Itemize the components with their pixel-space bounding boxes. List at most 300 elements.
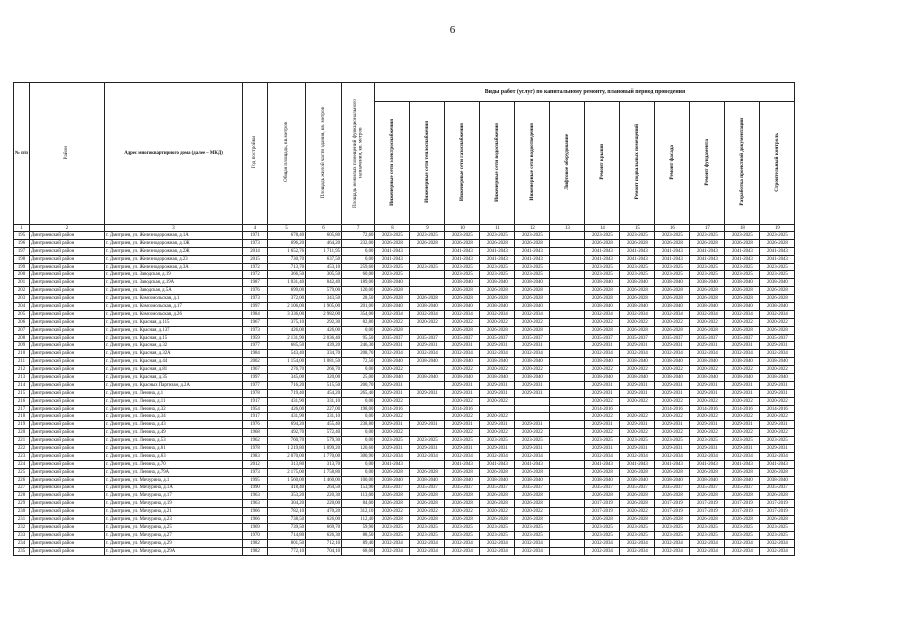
cell-col-construction-control: 2023-2025 xyxy=(760,271,795,279)
cell-col-living-area: 266,70 xyxy=(306,366,342,374)
cell-col-nonliving-area: 246,30 xyxy=(342,342,375,350)
header-work-types-group: Виды работ (услуг) по капитальному ремонту, плановый период проведения xyxy=(375,83,795,102)
cell-col-roof: 2026-2028 xyxy=(585,468,620,476)
cell-col-electric: 2032-2034 xyxy=(375,547,410,555)
cell-col-facade: 2035-2037 xyxy=(655,484,690,492)
cell-col-number: 229 xyxy=(14,500,30,508)
cell-col-gas: 2041-2043 xyxy=(445,255,480,263)
cell-col-elevator xyxy=(550,405,585,413)
cell-col-design-docs: 2038-2040 xyxy=(725,374,760,382)
cell-col-heating: 2035-2037 xyxy=(410,484,445,492)
cell-col-foundation: 2023-2025 xyxy=(690,437,725,445)
cell-col-heating xyxy=(410,247,445,255)
cell-col-elevator xyxy=(550,523,585,531)
cell-col-foundation: 2017-2019 xyxy=(690,500,725,508)
cell-col-roof: 2020-2022 xyxy=(585,413,620,421)
header-col-basement xyxy=(620,102,655,225)
cell-col-year: 1990 xyxy=(243,484,268,492)
cell-col-water: 2020-2022 xyxy=(480,318,515,326)
cell-col-gas: 2038-2040 xyxy=(445,358,480,366)
cell-col-district: Дмитриевский район xyxy=(30,547,105,555)
cell-col-roof: 2026-2028 xyxy=(585,295,620,303)
cell-col-water: 2023-2025 xyxy=(480,271,515,279)
cell-col-total-area: 1 652,76 xyxy=(268,247,306,255)
cell-col-gas: 2029-2031 xyxy=(445,342,480,350)
cell-col-year: 1982 xyxy=(243,539,268,547)
cell-col-construction-control: 2026-2028 xyxy=(760,326,795,334)
cell-col-electric: 2032-2034 xyxy=(375,539,410,547)
cell-col-heating: 2020-2022 xyxy=(410,318,445,326)
cell-col-water: 2032-2034 xyxy=(480,547,515,555)
cell-col-gas: 2020-2022 xyxy=(445,413,480,421)
cell-col-roof: 2029-2031 xyxy=(585,421,620,429)
cell-col-living-area: 579,00 xyxy=(306,287,342,295)
cell-col-design-docs: 2026-2028 xyxy=(725,516,760,524)
table-row xyxy=(14,492,795,500)
column-number: 17 xyxy=(690,225,725,232)
cell-col-design-docs: 2017-2019 xyxy=(725,500,760,508)
cell-col-number: 201 xyxy=(14,279,30,287)
cell-col-gas: 2020-2022 xyxy=(445,397,480,405)
cell-col-facade: 2032-2034 xyxy=(655,452,690,460)
header-label: Ремонт подвальных помещений xyxy=(633,124,640,200)
cell-col-facade: 2023-2025 xyxy=(655,232,690,240)
cell-col-construction-control: 2038-2040 xyxy=(760,279,795,287)
table-row xyxy=(14,452,795,460)
cell-col-water: 2029-2031 xyxy=(480,445,515,453)
column-number: 7 xyxy=(342,225,375,232)
cell-col-sewer: 2035-2037 xyxy=(515,484,550,492)
cell-col-foundation: 2017-2019 xyxy=(690,508,725,516)
cell-col-electric: 2035-2037 xyxy=(375,334,410,342)
table-row xyxy=(14,460,795,468)
cell-col-number: 200 xyxy=(14,271,30,279)
cell-col-nonliving-area: 189,00 xyxy=(342,279,375,287)
cell-col-year: 1995 xyxy=(243,476,268,484)
cell-col-address: г. Дмитриев, ул. Ленина, д.11 xyxy=(105,397,243,405)
cell-col-year: 1976 xyxy=(243,287,268,295)
cell-col-total-area: 714,80 xyxy=(268,531,306,539)
cell-col-roof: 2017-2019 xyxy=(585,508,620,516)
cell-col-design-docs: 2029-2031 xyxy=(725,389,760,397)
cell-col-construction-control: 2017-2019 xyxy=(760,500,795,508)
cell-col-construction-control: 2032-2034 xyxy=(760,547,795,555)
cell-col-living-area: 1 711,95 xyxy=(306,247,342,255)
cell-col-year: 1971 xyxy=(243,232,268,240)
cell-col-number: 227 xyxy=(14,484,30,492)
table-row xyxy=(14,500,795,508)
table-row xyxy=(14,279,795,287)
cell-col-electric: 2026-2028 xyxy=(375,326,410,334)
cell-col-address: г. Дмитриев, ул. Ленина, д.61 xyxy=(105,445,243,453)
header-col-total-area xyxy=(268,83,306,225)
cell-col-sewer: 2041-2043 xyxy=(515,255,550,263)
header-col-year xyxy=(243,83,268,225)
cell-col-address: г. Дмитриев, ул. Комсомольская, д.1 xyxy=(105,295,243,303)
cell-col-total-area: 716,20 xyxy=(268,381,306,389)
cell-col-construction-control: 2029-2031 xyxy=(760,342,795,350)
table-row xyxy=(14,318,795,326)
cell-col-heating: 2023-2025 xyxy=(410,263,445,271)
cell-col-design-docs: 2038-2040 xyxy=(725,358,760,366)
cell-col-basement: 2023-2025 xyxy=(620,263,655,271)
cell-col-living-area: 2 982,00 xyxy=(306,310,342,318)
cell-col-gas: 2020-2022 xyxy=(445,318,480,326)
cell-col-elevator xyxy=(550,508,585,516)
cell-col-nonliving-area: 0,00 xyxy=(342,413,375,421)
cell-col-district: Дмитриевский район xyxy=(30,460,105,468)
header-col-gas xyxy=(445,102,480,225)
cell-col-gas: 2023-2025 xyxy=(445,523,480,531)
cell-col-construction-control: 2029-2031 xyxy=(760,381,795,389)
cell-col-nonliving-area: 300,90 xyxy=(342,452,375,460)
cell-col-basement: 2029-2031 xyxy=(620,342,655,350)
cell-col-foundation: 2038-2040 xyxy=(690,476,725,484)
cell-col-nonliving-area: 0,00 xyxy=(342,460,375,468)
cell-col-design-docs: 2023-2025 xyxy=(725,232,760,240)
cell-col-facade: 2020-2022 xyxy=(655,366,690,374)
cell-col-roof: 2032-2034 xyxy=(585,547,620,555)
cell-col-elevator xyxy=(550,445,585,453)
table-row xyxy=(14,468,795,476)
cell-col-address: г. Дмитриев, ул. Красная, д.15 xyxy=(105,334,243,342)
cell-col-total-area: 426,00 xyxy=(268,405,306,413)
cell-col-roof: 2023-2025 xyxy=(585,271,620,279)
cell-col-number: 220 xyxy=(14,429,30,437)
cell-col-electric: 2029-2031 xyxy=(375,381,410,389)
cell-col-living-area: 220,00 xyxy=(306,500,342,508)
cell-col-gas: 2032-2034 xyxy=(445,350,480,358)
cell-col-elevator xyxy=(550,516,585,524)
cell-col-district: Дмитриевский район xyxy=(30,247,105,255)
cell-col-year: 1954 xyxy=(243,405,268,413)
table-row xyxy=(14,366,795,374)
cell-col-heating: 2032-2034 xyxy=(410,452,445,460)
cell-col-roof: 2014-2016 xyxy=(585,405,620,413)
cell-col-electric: 2023-2025 xyxy=(375,437,410,445)
cell-col-heating: 2026-2028 xyxy=(410,295,445,303)
cell-col-district: Дмитриевский район xyxy=(30,492,105,500)
cell-col-year: 1966 xyxy=(243,508,268,516)
cell-col-foundation: 2023-2025 xyxy=(690,232,725,240)
cell-col-heating: 2029-2031 xyxy=(410,421,445,429)
cell-col-address: г. Дмитриев, ул. Железнодорожная, д.2Ж xyxy=(105,247,243,255)
cell-col-nonliving-area: 354,00 xyxy=(342,310,375,318)
cell-col-construction-control: 2038-2040 xyxy=(760,358,795,366)
cell-col-district: Дмитриевский район xyxy=(30,279,105,287)
cell-col-living-area: 1 758,80 xyxy=(306,468,342,476)
cell-col-year: 1984 xyxy=(243,350,268,358)
cell-col-heating xyxy=(410,366,445,374)
cell-col-district: Дмитриевский район xyxy=(30,381,105,389)
cell-col-district: Дмитриевский район xyxy=(30,389,105,397)
cell-col-gas: 2032-2034 xyxy=(445,310,480,318)
cell-col-district: Дмитриевский район xyxy=(30,271,105,279)
cell-col-heating: 2020-2022 xyxy=(410,508,445,516)
cell-col-gas: 2041-2043 xyxy=(445,460,480,468)
cell-col-address: г. Дмитриев, ул. Ленина, д.70 xyxy=(105,460,243,468)
header-col-heating xyxy=(410,102,445,225)
cell-col-year: 2012 xyxy=(243,460,268,468)
cell-col-design-docs: 2020-2022 xyxy=(725,429,760,437)
cell-col-nonliving-area: 232,00 xyxy=(342,239,375,247)
cell-col-total-area: 696,20 xyxy=(268,239,306,247)
table-row xyxy=(14,287,795,295)
cell-col-electric: 2038-2040 xyxy=(375,374,410,382)
cell-col-construction-control: 2038-2040 xyxy=(760,374,795,382)
cell-col-heating xyxy=(410,279,445,287)
table-row xyxy=(14,295,795,303)
header-col-living-area xyxy=(306,83,342,225)
cell-col-facade: 2026-2028 xyxy=(655,287,690,295)
cell-col-nonliving-area: 95,50 xyxy=(342,334,375,342)
cell-col-number: 210 xyxy=(14,350,30,358)
cell-col-roof: 2023-2025 xyxy=(585,263,620,271)
cell-col-facade: 2014-2016 xyxy=(655,405,690,413)
cell-col-sewer: 2029-2031 xyxy=(515,381,550,389)
cell-col-water: 2026-2028 xyxy=(480,500,515,508)
table-row xyxy=(14,326,795,334)
cell-col-district: Дмитриевский район xyxy=(30,452,105,460)
cell-col-facade: 2020-2022 xyxy=(655,318,690,326)
header-col-sewer xyxy=(515,102,550,225)
cell-col-nonliving-area: 0,00 xyxy=(342,326,375,334)
cell-col-sewer: 2026-2028 xyxy=(515,287,550,295)
cell-col-elevator xyxy=(550,232,585,240)
cell-col-facade: 2029-2031 xyxy=(655,445,690,453)
cell-col-living-area: 220,30 xyxy=(306,492,342,500)
cell-col-roof: 2029-2031 xyxy=(585,389,620,397)
cell-col-living-area: 626,00 xyxy=(306,516,342,524)
cell-col-nonliving-area: 200,70 xyxy=(342,381,375,389)
cell-col-total-area: 782,10 xyxy=(268,508,306,516)
cell-col-address: г. Дмитриев, ул. Ленина, д.43 xyxy=(105,421,243,429)
cell-col-elevator xyxy=(550,342,585,350)
cell-col-foundation: 2032-2034 xyxy=(690,547,725,555)
cell-col-address: г. Дмитриев, ул. Заводская, д.19 xyxy=(105,271,243,279)
cell-col-address: г. Дмитриев, ул. Заводская, д.19А xyxy=(105,279,243,287)
header-col-foundation xyxy=(690,102,725,225)
cell-col-nonliving-area: 312,10 xyxy=(342,508,375,516)
cell-col-construction-control: 2020-2022 xyxy=(760,318,795,326)
cell-col-foundation: 2026-2028 xyxy=(690,468,725,476)
table-row xyxy=(14,255,795,263)
cell-col-gas: 2026-2028 xyxy=(445,295,480,303)
cell-col-district: Дмитриевский район xyxy=(30,358,105,366)
cell-col-construction-control: 2023-2025 xyxy=(760,523,795,531)
table-row xyxy=(14,263,795,271)
cell-col-design-docs: 2035-2037 xyxy=(725,334,760,342)
cell-col-facade: 2032-2034 xyxy=(655,539,690,547)
cell-col-total-area: 418,40 xyxy=(268,484,306,492)
cell-col-gas: 2029-2031 xyxy=(445,381,480,389)
column-number: 16 xyxy=(655,225,690,232)
cell-col-electric: 2029-2031 xyxy=(375,342,410,350)
cell-col-water: 2038-2040 xyxy=(480,358,515,366)
cell-col-year: 1982 xyxy=(243,547,268,555)
cell-col-total-area: 543,40 xyxy=(268,350,306,358)
cell-col-electric: 2041-2043 xyxy=(375,255,410,263)
table-row xyxy=(14,374,795,382)
cell-col-electric: 2023-2025 xyxy=(375,523,410,531)
cell-col-elevator xyxy=(550,476,585,484)
cell-col-heating: 2029-2031 xyxy=(410,342,445,350)
cell-col-construction-control: 2020-2022 xyxy=(760,413,795,421)
cell-col-water: 2029-2031 xyxy=(480,342,515,350)
cell-col-total-area: 699,00 xyxy=(268,287,306,295)
cell-col-sewer: 2032-2034 xyxy=(515,350,550,358)
header-label: № п/п xyxy=(15,151,28,156)
cell-col-total-area: 345,00 xyxy=(268,374,306,382)
cell-col-elevator xyxy=(550,413,585,421)
cell-col-construction-control: 2020-2022 xyxy=(760,429,795,437)
cell-col-basement: 2029-2031 xyxy=(620,381,655,389)
cell-col-living-area: 669,70 xyxy=(306,523,342,531)
cell-col-electric: 2026-2028 xyxy=(375,295,410,303)
cell-col-basement: 2023-2025 xyxy=(620,271,655,279)
cell-col-number: 212 xyxy=(14,366,30,374)
cell-col-roof: 2038-2040 xyxy=(585,279,620,287)
cell-col-elevator xyxy=(550,239,585,247)
cell-col-design-docs: 2023-2025 xyxy=(725,531,760,539)
cell-col-year: 1970 xyxy=(243,531,268,539)
header-label: Ремонт крыши xyxy=(598,144,605,180)
cell-col-elevator xyxy=(550,247,585,255)
cell-col-construction-control: 2014-2016 xyxy=(760,405,795,413)
header-label: Строительный контроль xyxy=(773,132,780,192)
cell-col-nonliving-area: 88,50 xyxy=(342,531,375,539)
cell-col-living-area: 572,40 xyxy=(306,429,342,437)
header-label: Ремонт фундамента xyxy=(703,138,710,186)
cell-col-roof: 2020-2022 xyxy=(585,429,620,437)
cell-col-address: г. Дмитриев, ул. Мичурина, д.21 xyxy=(105,508,243,516)
cell-col-water: 2023-2025 xyxy=(480,232,515,240)
cell-col-living-area: 305,50 xyxy=(306,271,342,279)
cell-col-sewer xyxy=(515,405,550,413)
cell-col-year: 1973 xyxy=(243,295,268,303)
table-row xyxy=(14,350,795,358)
cell-col-heating: 2023-2025 xyxy=(410,531,445,539)
cell-col-basement: 2023-2025 xyxy=(620,437,655,445)
header-label: Разработка проектной документации xyxy=(738,118,745,206)
cell-col-foundation: 2026-2028 xyxy=(690,326,725,334)
cell-col-sewer: 2032-2034 xyxy=(515,539,550,547)
cell-col-total-area: 375,10 xyxy=(268,318,306,326)
cell-col-elevator xyxy=(550,303,585,311)
cell-col-facade: 2017-2019 xyxy=(655,500,690,508)
cell-col-gas: 2026-2028 xyxy=(445,468,480,476)
cell-col-water: 2032-2034 xyxy=(480,310,515,318)
cell-col-design-docs: 2023-2025 xyxy=(725,523,760,531)
cell-col-year: 1984 xyxy=(243,310,268,318)
table-row xyxy=(14,310,795,318)
cell-col-number: 223 xyxy=(14,452,30,460)
cell-col-facade: 2023-2025 xyxy=(655,523,690,531)
header-label: Лифтовое оборудование xyxy=(563,134,570,190)
cell-col-address: г. Дмитриев, ул. Мичурина, д.17 xyxy=(105,492,243,500)
cell-col-heating: 2026-2028 xyxy=(410,516,445,524)
cell-col-elevator xyxy=(550,381,585,389)
cell-col-district: Дмитриевский район xyxy=(30,500,105,508)
cell-col-district: Дмитриевский район xyxy=(30,318,105,326)
cell-col-basement: 2038-2040 xyxy=(620,303,655,311)
cell-col-total-area: 313,80 xyxy=(268,460,306,468)
cell-col-construction-control: 2029-2031 xyxy=(760,445,795,453)
cell-col-basement: 2032-2034 xyxy=(620,350,655,358)
header-col-roof xyxy=(585,102,620,225)
cell-col-number: 195 xyxy=(14,232,30,240)
cell-col-gas: 2032-2034 xyxy=(445,547,480,555)
cell-col-living-area: 605,80 xyxy=(306,232,342,240)
cell-col-elevator xyxy=(550,389,585,397)
cell-col-district: Дмитриевский район xyxy=(30,374,105,382)
cell-col-heating xyxy=(410,381,445,389)
cell-col-facade: 2029-2031 xyxy=(655,342,690,350)
cell-col-living-area: 842,40 xyxy=(306,279,342,287)
cell-col-nonliving-area: 100,00 xyxy=(342,476,375,484)
cell-col-foundation: 2032-2034 xyxy=(690,452,725,460)
cell-col-electric: 2026-2028 xyxy=(375,287,410,295)
cell-col-roof: 2029-2031 xyxy=(585,381,620,389)
cell-col-sewer: 2038-2040 xyxy=(515,374,550,382)
cell-col-water: 2023-2025 xyxy=(480,523,515,531)
cell-col-basement: 2020-2022 xyxy=(620,429,655,437)
cell-col-sewer: 2023-2025 xyxy=(515,523,550,531)
cell-col-gas: 2029-2031 xyxy=(445,389,480,397)
cell-col-total-area: 2 106,00 xyxy=(268,303,306,311)
cell-col-basement: 2020-2022 xyxy=(620,508,655,516)
cell-col-water: 2020-2022 xyxy=(480,413,515,421)
cell-col-sewer: 2023-2025 xyxy=(515,271,550,279)
cell-col-design-docs: 2026-2028 xyxy=(725,295,760,303)
cell-col-total-area: 739,50 xyxy=(268,523,306,531)
cell-col-construction-control: 2032-2034 xyxy=(760,310,795,318)
cell-col-sewer: 2032-2034 xyxy=(515,452,550,460)
cell-col-design-docs: 2041-2043 xyxy=(725,460,760,468)
column-number: 1 xyxy=(14,225,30,232)
cell-col-sewer: 2041-2043 xyxy=(515,460,550,468)
cell-col-basement: 2023-2025 xyxy=(620,523,655,531)
cell-col-electric: 2029-2031 xyxy=(375,421,410,429)
cell-col-water: 2020-2022 xyxy=(480,397,515,405)
cell-col-roof: 2029-2031 xyxy=(585,342,620,350)
cell-col-total-area: 372,00 xyxy=(268,295,306,303)
cell-col-sewer: 2023-2025 xyxy=(515,437,550,445)
cell-col-year: 1983 xyxy=(243,452,268,460)
cell-col-living-area: 455,40 xyxy=(306,421,342,429)
cell-col-total-area: 2 070,00 xyxy=(268,452,306,460)
cell-col-electric: 2014-2016 xyxy=(375,405,410,413)
cell-col-electric: 2035-2037 xyxy=(375,484,410,492)
cell-col-district: Дмитриевский район xyxy=(30,287,105,295)
cell-col-foundation: 2020-2022 xyxy=(690,397,725,405)
cell-col-gas: 2023-2025 xyxy=(445,437,480,445)
cell-col-gas: 2023-2025 xyxy=(445,531,480,539)
cell-col-sewer: 2020-2022 xyxy=(515,508,550,516)
cell-col-sewer: 2041-2043 xyxy=(515,247,550,255)
cell-col-facade: 2038-2040 xyxy=(655,358,690,366)
cell-col-address: г. Дмитриев, ул. Мичурина, д.19 xyxy=(105,500,243,508)
cell-col-construction-control: 2026-2028 xyxy=(760,239,795,247)
cell-col-roof: 2026-2028 xyxy=(585,516,620,524)
cell-col-sewer xyxy=(515,397,550,405)
column-number: 18 xyxy=(725,225,760,232)
cell-col-nonliving-area: 72,60 xyxy=(342,232,375,240)
cell-col-gas: 2026-2028 xyxy=(445,492,480,500)
cell-col-foundation: 2026-2028 xyxy=(690,516,725,524)
cell-col-year: 1973 xyxy=(243,239,268,247)
cell-col-number: 224 xyxy=(14,460,30,468)
